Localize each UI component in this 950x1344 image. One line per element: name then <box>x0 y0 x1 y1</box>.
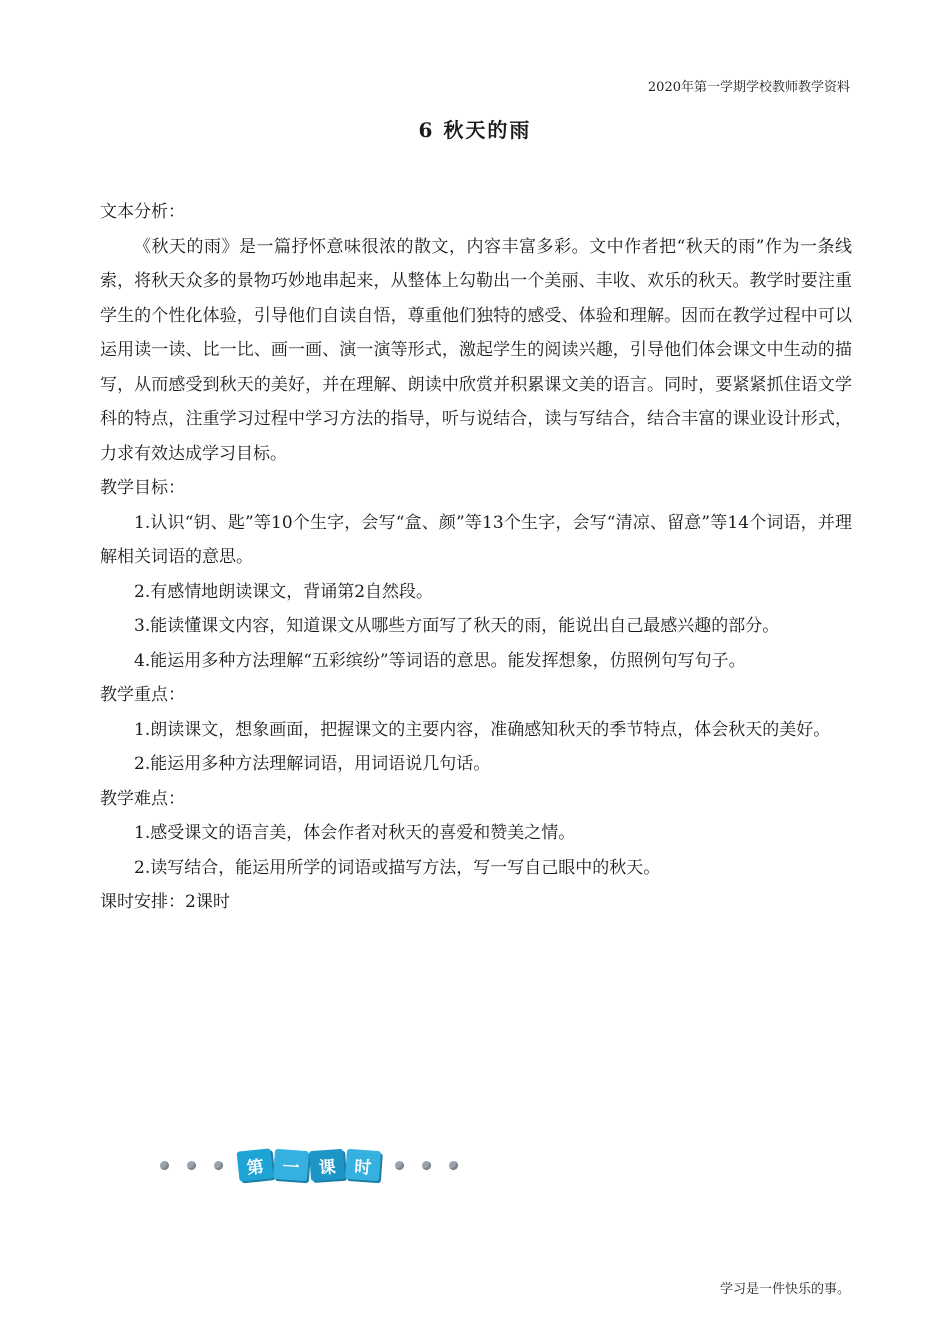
dot-icon <box>187 1161 196 1170</box>
page-title: 6 秋天的雨 <box>418 118 532 142</box>
banner-tile: 一 <box>273 1149 309 1181</box>
text-analysis-paragraph: 《秋天的雨》是一篇抒怀意味很浓的散文，内容丰富多彩。文中作者把“秋天的雨”作为一条线索，将秋天众多的景物巧妙地串起来，从整体上勾勒出一个美丽、丰收、欢乐的秋天。教学时要注重学生的个性化体验，引导他们自读自悟，尊重他们独特的感受、体验和理解。因而在教学过程中可以运用读一读、比一比、画一画、演一演等形式，激起学生的阅读兴趣，引导他们体会课文中生动的描写，从而感受到秋天的美好，并在理解、朗读中欣赏并积累课文美的语言。同时，要紧紧抓住语文学科的特点，注重学习过程中学习方法的指导，听与说结合，读与写结合，结合丰富的课业设计形式，力求有效达成学习目标。 <box>100 236 852 464</box>
difficulties-heading: 教学难点： <box>100 788 185 809</box>
banner-tiles <box>237 1150 381 1180</box>
objective-item: 1.认识“钥、匙”等10个生字，会写“盒、颜”等13个生字，会写“清凉、留意”等14个词语，并理解相关词语的意思。 <box>100 512 852 567</box>
objective-item: 3.能读懂课文内容，知道课文从哪些方面写了秋天的雨，能说出自己最感兴趣的部分。 <box>134 616 780 636</box>
key-point-item: 1.朗读课文，想象画面，把握课文的主要内容，准确感知秋天的季节特点，体会秋天的美好。 <box>134 719 831 740</box>
objective-item: 4.能运用多种方法理解“五彩缤纷”等词语的意思。能发挥想象，仿照例句写句子。 <box>134 650 746 671</box>
header-note: 2020年第一学期学校教师教学资料 <box>647 80 850 95</box>
dot-icon <box>395 1161 404 1170</box>
dot-icon <box>449 1161 458 1170</box>
difficulty-item: 1.感受课文的语言美，体会作者对秋天的喜爱和赞美之情。 <box>134 823 576 843</box>
dot-icon <box>422 1161 431 1170</box>
dot-icon <box>214 1161 223 1170</box>
dot-icon <box>160 1161 169 1170</box>
key-points-heading: 教学重点： <box>100 685 185 705</box>
banner-tile: 第 <box>237 1148 274 1181</box>
difficulty-item: 2.读写结合，能运用所学的词语或描写方法，写一写自己眼中的秋天。 <box>134 857 661 878</box>
objective-item: 2.有感情地朗读课文，背诵第2自然段。 <box>134 581 434 602</box>
schedule-line: 课时安排：2课时 <box>100 892 230 912</box>
document-body <box>100 195 852 920</box>
footer-note: 学习是一件快乐的事。 <box>719 1282 850 1297</box>
banner-tile: 课 <box>309 1149 345 1181</box>
text-analysis-heading: 文本分析： <box>100 202 185 222</box>
banner-dots-right <box>395 1161 458 1170</box>
lesson-banner <box>160 1150 458 1180</box>
banner-dots-left <box>160 1161 223 1170</box>
banner-tile: 时 <box>345 1149 381 1181</box>
objectives-heading: 教学目标： <box>100 478 185 498</box>
key-point-item: 2.能运用多种方法理解词语，用词语说几句话。 <box>134 754 491 774</box>
